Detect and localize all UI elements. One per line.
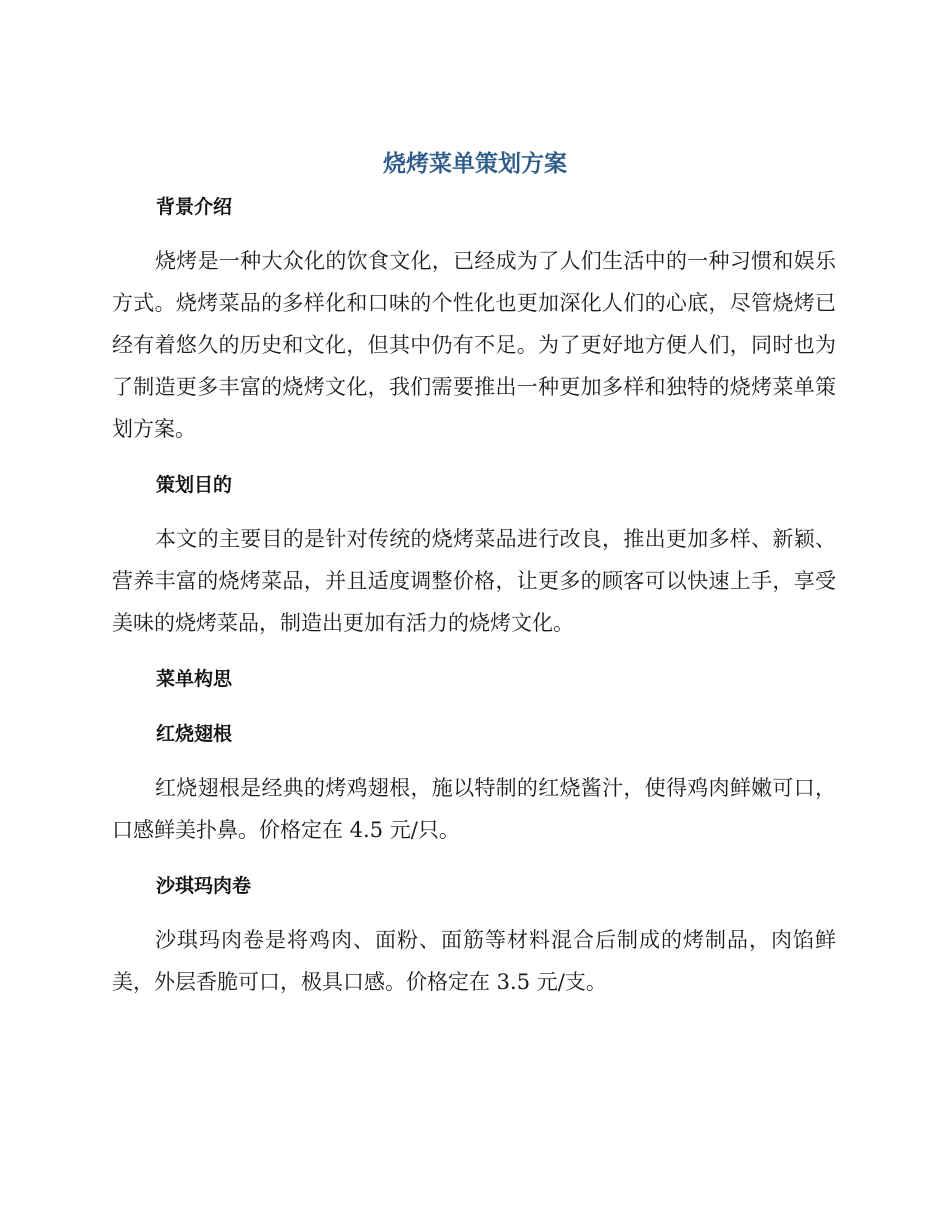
section-heading-purpose: 策划目的 xyxy=(156,474,233,496)
section-paragraph-shaqima-meat-roll: 沙琪玛肉卷是将鸡肉、面粉、面筋等材料混合后制成的烤制品，肉馅鲜美，外层香脆可口，极具口感。价格定在 3.5 元/支。 xyxy=(112,928,836,994)
section-paragraph-purpose: 本文的主要目的是针对传统的烧烤菜品进行改良，推出更加多样、新颖、营养丰富的烧烤菜品，并且适度调整价格，让更多的顾客可以快速上手，享受美味的烧烤菜品，制造出更加有活力的烧烤文化。 xyxy=(112,527,836,635)
section-heading-menu-concept: 菜单构思 xyxy=(156,668,233,690)
section-heading-shaqima-meat-roll: 沙琪玛肉卷 xyxy=(156,875,252,897)
document-title: 烧烤菜单策划方案 xyxy=(383,151,567,177)
section-heading-background: 背景介绍 xyxy=(156,196,233,218)
section-heading-braised-wing-root: 红烧翅根 xyxy=(156,723,233,745)
section-paragraph-background: 烧烤是一种大众化的饮食文化，已经成为了人们生活中的一种习惯和娱乐方式。烧烤菜品的多样化和口味的个性化也更加深化人们的心底，尽管烧烤已经有着悠久的历史和文化，但其中仍有不足。为了更好地方便人们，同时也为了制造更多丰富的烧烤文化，我们需要推出一种更加多样和独特的烧烤菜单策划方案。 xyxy=(112,249,836,441)
section-paragraph-braised-wing-root: 红烧翅根是经典的烤鸡翅根，施以特制的红烧酱汁，使得鸡肉鲜嫩可口，口感鲜美扑鼻。价格定在 4.5 元/只。 xyxy=(112,776,836,842)
